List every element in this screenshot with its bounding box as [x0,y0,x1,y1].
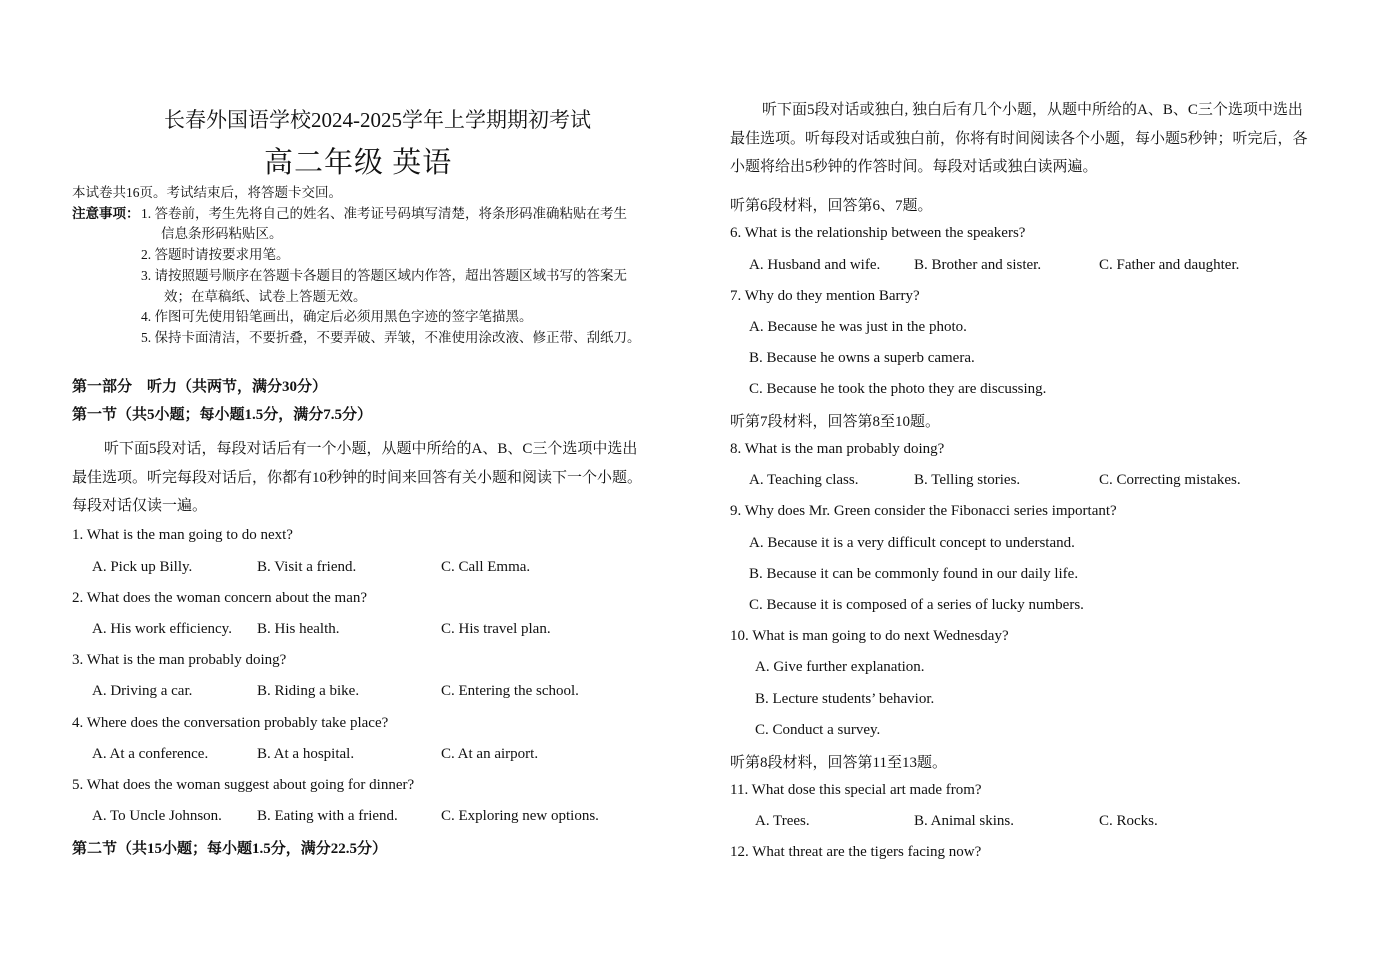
option-5b: B. Eating with a friend. [257,808,398,824]
option-1a: A. Pick up Billy. [92,559,193,575]
option-2a: A. His work efficiency. [92,621,232,637]
option-8c: C. Correcting mistakes. [1099,472,1241,488]
section1-heading: 第一节（共5小题；每小题1.5分，满分7.5分） [72,407,373,423]
option-6a: A. Husband and wife. [749,257,881,273]
option-2b: B. His health. [257,621,340,637]
question-1: 1. What is the man going to do next? [72,527,293,543]
option-2c: C. His travel plan. [441,621,551,637]
option-8b: B. Telling stories. [914,472,1021,488]
option-6b: B. Brother and sister. [914,257,1042,273]
option-4a: A. At a conference. [92,746,209,762]
option-7a: A. Because he was just in the photo. [749,319,967,335]
intro-text: 本试卷共16页。考试结束后，将答题卡交回。 [72,185,342,200]
note-line: 2. 答题时请按要求用笔。 [141,247,290,262]
material-7-heading: 听第7段材料，回答第8至10题。 [730,414,941,430]
question-6: 6. What is the relationship between the speakers? [730,225,1026,241]
option-11b: B. Animal skins. [914,813,1015,829]
note-line: 4. 作图可先使用铅笔画出，确定后必须用黑色字迹的签字笔描黑。 [141,309,533,324]
option-7b: B. Because he owns a superb camera. [749,350,975,366]
question-10: 10. What is man going to do next Wednesday? [730,628,1009,644]
option-3b: B. Riding a bike. [257,683,360,699]
question-8: 8. What is the man probably doing? [730,441,945,457]
option-5a: A. To Uncle Johnson. [92,808,222,824]
note-line: 3. 请按照题号顺序在答题卡各题目的答题区域内作答，超出答题区域书写的答案无 [141,268,627,283]
option-4c: C. At an airport. [441,746,539,762]
option-9b: B. Because it can be commonly found in our daily life. [749,566,1079,582]
note-line: 1. 答卷前，考生先将自己的姓名、准考证号码填写清楚，将条形码准确粘贴在考生 [141,206,627,221]
question-2: 2. What does the woman concern about the man? [72,590,368,606]
note-line: 信息条形码粘贴区。 [161,226,283,241]
option-1c: C. Call Emma. [441,559,531,575]
question-12: 12. What threat are the tigers facing now? [730,844,982,860]
question-9: 9. Why does Mr. Green consider the Fibonacci series important? [730,503,1117,519]
question-3: 3. What is the man probably doing? [72,652,287,668]
option-9c: C. Because it is composed of a series of lucky numbers. [749,597,1084,613]
school-title: 长春外国语学校2024-2025学年上学期期初考试 [164,108,591,132]
option-4b: B. At a hospital. [257,746,355,762]
section2-instructions: 听下面5段对话或独白, 独白后有几个小题，从题中所给的A、B、C三个选项中选出最佳选项。听每段对话或独白前，你将有时间阅读各个小题，每小题5秒钟；听完后，各小题将给出5秒钟的作答时间。每段对话或独白读两遍。 [730,102,1308,175]
option-6c: C. Father and daughter. [1099,257,1240,273]
question-4: 4. Where does the conversation probably take place? [72,715,389,731]
option-8a: A. Teaching class. [749,472,859,488]
note-line: 5. 保持卡面清洁，不要折叠，不要弄破、弄皱，不准使用涂改液、修正带、刮纸刀。 [141,330,641,345]
question-5: 5. What does the woman suggest about going for dinner? [72,777,415,793]
subject-title: 高二年级 英语 [264,147,453,179]
question-11: 11. What dose this special art made from? [730,782,982,798]
option-5c: C. Exploring new options. [441,808,599,824]
option-10b: B. Lecture students’ behavior. [755,691,935,707]
note-line: 效；在草稿纸、试卷上答题无效。 [164,289,367,304]
question-7: 7. Why do they mention Barry? [730,288,920,304]
option-3a: A. Driving a car. [92,683,193,699]
section1-instructions: 听下面5段对话，每段对话后有一个小题，从题中所给的A、B、C三个选项中选出最佳选项。听完每段对话后，你都有10秒钟的时间来回答有关小题和阅读下一个小题。每段对话仅读一遍。 [72,441,643,514]
section2-heading: 第二节（共15小题；每小题1.5分，满分22.5分） [72,841,388,857]
option-3c: C. Entering the school. [441,683,579,699]
option-11a: A. Trees. [755,813,810,829]
option-9a: A. Because it is a very difficult concept to understand. [749,535,1075,551]
notes-label: 注意事项： [72,206,140,221]
part1-heading: 第一部分 听力（共两节，满分30分） [72,379,328,395]
option-7c: C. Because he took the photo they are discussing. [749,381,1047,397]
option-10c: C. Conduct a survey. [755,722,881,738]
material-6-heading: 听第6段材料，回答第6、7题。 [730,198,933,214]
option-11c: C. Rocks. [1099,813,1158,829]
material-8-heading: 听第8段材料，回答第11至13题。 [730,755,947,771]
option-10a: A. Give further explanation. [755,659,925,675]
option-1b: B. Visit a friend. [257,559,357,575]
